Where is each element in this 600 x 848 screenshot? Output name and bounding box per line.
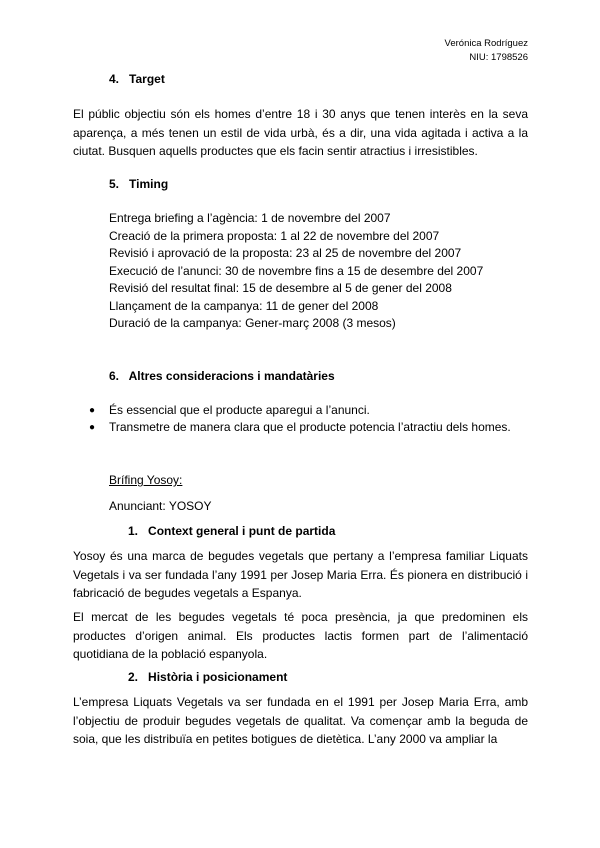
timing-item: Revisió del resultat final: 15 de desembre al 5 de gener del 2008 <box>109 281 452 295</box>
section-number: 4. <box>109 72 120 86</box>
section-number: 6. <box>109 369 120 383</box>
history-paragraph-1: L’empresa Liquats Vegetals va ser fundada en el 1991 per Josep Maria Erra, amb l’objectiu de produir begudes vegetals de qualitat. Va començar amb la beguda de soia, que les distribuïa en petites botigues de dietètica. L’any 2000 va ampliar la <box>73 695 528 746</box>
section-number: 2. <box>128 670 139 684</box>
context-paragraph-1: Yosoy és una marca de begudes vegetals que pertany a l’empresa familiar Liquats Vegetals i va ser fundada l’any 1991 per Josep Maria Erra. És pionera en distribució i fabricació de begudes vegetals a Espanya. <box>73 549 528 600</box>
section-heading-history <box>128 670 287 684</box>
section-heading-timing <box>109 177 168 191</box>
author-name: Verónica Rodríguez <box>444 38 528 49</box>
timing-item: Revisió i aprovació de la proposta: 23 al 25 de novembre del 2007 <box>109 246 462 260</box>
advertiser-line: Anunciant: YOSOY <box>109 499 212 513</box>
context-paragraph-2: El mercat de les begudes vegetals té poca presència, ja que predominen els productes d’origen animal. Els productes lactis formen part de l’alimentació quotidiana de la població espanyola. <box>73 610 528 661</box>
section-number: 1. <box>128 524 139 538</box>
bullet-icon: ● <box>89 422 96 433</box>
section-title: Timing <box>129 177 169 191</box>
timing-item: Creació de la primera proposta: 1 al 22 de novembre del 2007 <box>109 229 440 243</box>
timing-item: Duració de la campanya: Gener-març 2008 (3 mesos) <box>109 316 396 330</box>
section-title: Target <box>129 72 165 86</box>
section-heading-context <box>128 524 335 538</box>
consideration-item: És essencial que el producte aparegui a l’anunci. <box>109 403 370 417</box>
timing-item: Entrega briefing a l’agència: 1 de novembre del 2007 <box>109 211 391 225</box>
consideration-item: Transmetre de manera clara que el producte potencia l’atractiu dels homes. <box>109 420 511 434</box>
target-paragraph: El públic objectiu són els homes d’entre 18 i 30 anys que tenen interès en la seva aparença, a més tenen un estil de vida urbà, és a dir, una vida agitada i activa a la ciutat. Busquen aquells productes que els facin sentir atractius i irresistibles. <box>73 107 528 158</box>
brief-title: Brífing Yosoy: <box>109 473 183 487</box>
page-header <box>445 37 528 65</box>
bullet-icon: ● <box>89 405 96 416</box>
section-heading-target <box>109 72 165 86</box>
section-title: Altres consideracions i mandatàries <box>128 369 335 383</box>
timing-item: Execució de l’anunci: 30 de novembre fins a 15 de desembre del 2007 <box>109 264 484 278</box>
section-number: 5. <box>109 177 120 191</box>
section-title: Història i posicionament <box>148 670 288 684</box>
section-title: Context general i punt de partida <box>148 524 336 538</box>
section-heading-considerations <box>109 369 335 383</box>
student-id: NIU: 1798526 <box>469 52 528 63</box>
timing-item: Llançament de la campanya: 11 de gener del 2008 <box>109 299 379 313</box>
